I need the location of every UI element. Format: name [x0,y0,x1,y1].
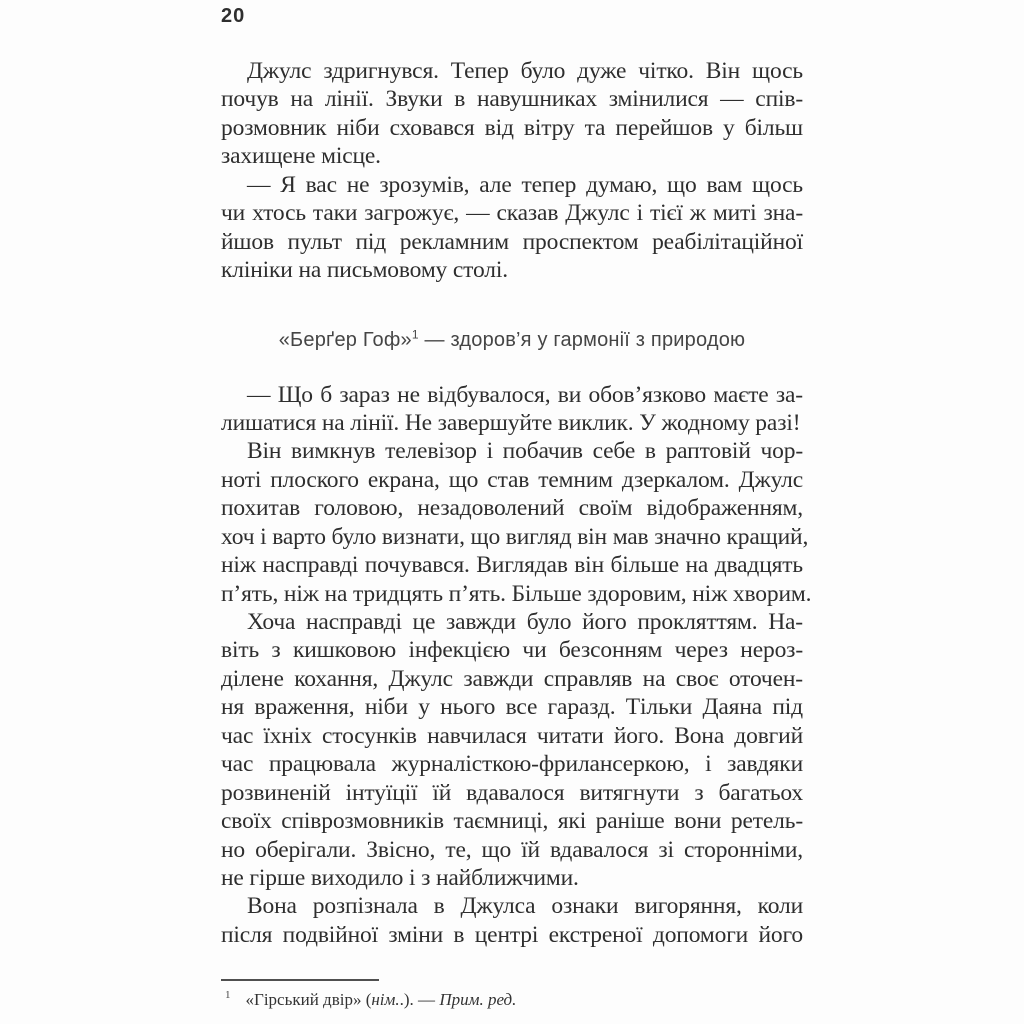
footnote-segment-italic: нім. [371,990,400,1009]
text-line: ня враження, ніби у нього все гаразд. Тільки Даяна під [221,694,803,721]
text-line: Хоча насправді це завжди було його прокляттям. На- [247,609,803,635]
text-line: п’ять, ніж на тридцять п’ять. Більше здоровим, ніж хворим. [221,580,812,607]
paragraph-6 [221,892,803,949]
page-number: 20 [221,5,246,27]
text-line: лишатися на лінії. Не завершуйте виклик. У жодному разі! [221,409,801,436]
text-line: — Я вас не зрозумів, але тепер думаю, що вам щось [247,171,803,198]
text-line: но оберігали. Звісно, те, що їй вдавалося зі сторонніми, [221,836,803,863]
epigraph-heading [221,326,803,354]
text-line: своїх співрозмовників таємниці, які раніше вони ретель- [221,808,803,835]
text-line: віть з кишковою інфекцією чи безсонням через нероз- [221,637,803,664]
text-line: час працювала журналісткою-фрилансеркою, і завдяки [221,751,803,778]
spacer [221,285,803,326]
text-line: почув на лінії. Звуки в навушниках змінилися — спів- [221,86,803,113]
footnote-separator-rule [221,979,379,981]
footnote-marker: 1 [225,989,231,1002]
footnote-reference: 1 [411,326,419,341]
paragraph-2 [221,171,803,285]
text-line: Вона розпізнала в Джулса ознаки вигоряння, коли [247,893,803,920]
text-line: Він вимкнув телевізор і побачив себе в раптовій чор- [247,438,803,465]
text-line: Джулс здригнувся. Тепер було дуже чітко. Він щось [247,58,803,84]
text-line: хоч і варто було визнати, що вигляд він мав значно кращий, [221,523,809,550]
footnote-segment: «Гірський двір» ( [245,990,372,1009]
paragraph-5 [221,608,803,892]
text-line: ніж насправді почувався. Виглядав він більше на двадцять [221,552,803,579]
paragraph-1 [221,57,803,171]
text-line: після подвійної зміни в центрі екстреної допомоги його [221,921,803,948]
footnote-segment: .). — [399,990,440,1009]
text-line: — Що б зараз не відбувалося, ви обов’язково маєте за- [247,381,803,408]
spacer [221,354,803,381]
text-line: похитав головою, незадоволений своїм відображенням, [221,495,803,522]
body-text [221,57,812,949]
epigraph-text: — здоров’я у гармонії з природою [418,328,746,351]
epigraph-text: «Берґер Гоф» [278,328,412,351]
footnote-segment-italic: Прим. ред. [439,990,517,1009]
text-line: клініки на письмовому столі. [221,257,508,284]
text-line: ноті плоского екрана, що став темним дзеркалом. Джулс [221,466,803,493]
paragraph-3 [221,381,803,438]
text-line: йшов пульт під рекламним проспектом реабілітаційної [221,228,803,255]
text-line: захищене місце. [221,143,381,170]
paragraph-4 [221,437,812,608]
footnote-text [221,989,803,1011]
text-line: не гірше виходило і з найближчими. [221,864,579,891]
text-line: ділене кохання, Джулс завжди справляв на своє оточен- [221,665,803,692]
text-line: чи хтось таки загрожує, — сказав Джулс і тієї ж миті зна- [221,200,803,227]
footnote [221,979,803,1011]
text-line: розмовник ніби сховався від вітру та перейшов у більш [221,114,803,141]
text-line: час їхніх стосунків навчилася читати його. Вона довгий [221,722,803,749]
text-line: розвиненій інтуїції їй вдавалося витягнути з багатьох [221,779,803,806]
